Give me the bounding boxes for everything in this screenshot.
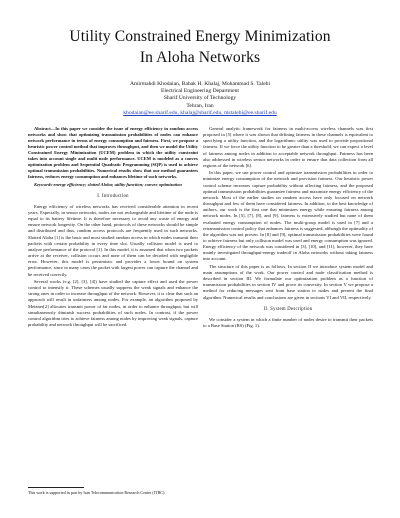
intro-paragraph-4: In this paper, we use power control and optimize transmission probabilities in order to minimize energy consumption of the network and provision fairness. Our heuristic power control scheme increases capture probability without affecting fairness, and the proposed optimal transmission probabilities guarantee fairness and maximize energy efficiency of the network. Most of the earlier studies on random access have only focused on network throughput and few of them have considered fairness. In addition, to the best knowledge of authors, our work is the first one that minimizes energy while ensuring fairness among network nodes. In [5], [7], [8], and [9], fairness is extensively studied but none of them evaluated energy consumption of nodes. The multi-group model is used in [7] and a retransmission control policy that enhances fairness is suggested, although the optimality of the algorithm was not proven. In [8] and [9], optimal transmission probabilities were found to achieve fairness but only collision model was used and energy consumption was ignored. Energy efficiency of the network was considered in [3], [10], and [11], however, they have mainly investigated throughput-energy tradeoff in Aloha networks without taking fairness into account.	[203, 170, 373, 262]
paper-title-line-2: In Aloha Networks	[139, 49, 261, 66]
author-city: Tehran, Iran	[186, 102, 214, 109]
intro-paragraph-2: Several works (e.g. [2], [3], [4]) have studied the capture effect and used the power control to intensify it. These schemes usually suppress the weak signals and enhance the strong ones in order to increase throughput of the network. However, it is clear that such an approach will result in unfairness among nodes. For example, an algorithm proposed by Metzner[2] allocates transmit power of far nodes, in order to enhance throughput, but will simultaneously diminish success probabilities of such nodes. In contrast, if the power control algorithm tries to achieve fairness among nodes by improving weak signals, capture probability and network throughput will be sacrificed.	[28, 278, 198, 327]
intro-paragraph-5: The structure of this paper is as follows. In section II we introduce system model and main assumptions of the work. Our power control and node classification method is described in section III. We formulate our optimization problem as a function of transmission probabilities in section IV and prove its convexity. In section V we propose a method for reducing messages sent from base station to nodes and present the final algorithm. Numerical results and conclusions are given in sections VI and VII, respectively.	[203, 263, 373, 300]
intro-paragraph-1: Energy efficiency of wireless networks has received considerable attention in recent years. Especially, in sensor networks, nodes are not rechargeable and lifetime of the node is equal to its battery lifetime. It is therefore necessary to avoid any waste of energy and ensure network longevity. On the other hand, protocols of these networks should be simple and distributed and thus, random access protocols are frequently used in such networks. Slotted Aloha [1] is the basic and most studied random access in which nodes transmit their packets with certain probability in every time slot. Usually collision model is used to analyze performance of the protocol [1]. In this model, it is assumed that when two packets arrive at the receiver, collision occurs and none of them can be decoded with negligible error. However, this model is pessimistic and provides a lower bound on system performance, since in many cases the packet with largest power can capture the channel and be received correctly.	[28, 203, 198, 277]
author-block	[0, 81, 400, 117]
paper-title-line-1: Utility Constrained Energy Minimization	[69, 28, 331, 45]
system-paragraph: We consider a system in which a finite number of nodes desire to transmit their packets to a Base Station (BS) (Fig. 1).	[203, 316, 373, 329]
intro-paragraph-3: General analytic framework for fairness in multi-access wireless channels was first proposed in [5] where it was shown that defining fairness in these channels is equivalent to specifying a utility function, and the logarithmic utility was used to provide proportional fairness. If we force the utility function to be greater than a threshold, we can expect a level of fairness among nodes in addition to acceptable network throughput. Fairness has been also addressed in wireless sensor networks in order to ensure that data collection from all regions of the network [6].	[203, 126, 373, 168]
footnote-rule	[28, 487, 84, 488]
right-column	[203, 126, 373, 330]
section-heading-system-description: II. System Description	[263, 306, 313, 312]
section-heading-introduction: I. Introduction	[97, 193, 129, 199]
author-names: Amirmahdi Khodaian, Babak H. Khalaj, Mohammad S. Talebi	[129, 81, 271, 87]
left-column	[28, 126, 198, 329]
author-university: Sharif University of Technology	[163, 95, 237, 102]
author-emails[interactable]: khodaian@ee.sharif.edu, khalaj@sharif.edu, mstalebi@ee.sharif.edu	[123, 109, 277, 116]
keywords: Keywords-energy efficiency; slotted Aloha; utility function; convex optimization	[34, 181, 182, 187]
footnote: This work is supported in part by Iran Telecommunication Research Center (ITRC).	[28, 490, 166, 495]
author-department: Electrical Engineering Department	[161, 88, 239, 95]
abstract: Abstract—In this paper we consider the issue of energy efficiency in random access networks and show that optimizing transmission probabilities of nodes can enhance network performance in terms of energy consumption and fairness. First, we propose a heuristic power control method that improves throughput, and then we model the Utility Constrained Energy Minimization (UCEM) problem in which the utility constraint takes into account single and multi node performance. UCEM is modeled as a convex optimization problem and Sequential Quadratic Programming (SQP) is used to achieve optimal transmission probabilities. Numerical results show that our method guarantees fairness, reduces energy consumption and enhances lifetime of such networks.	[28, 126, 198, 180]
